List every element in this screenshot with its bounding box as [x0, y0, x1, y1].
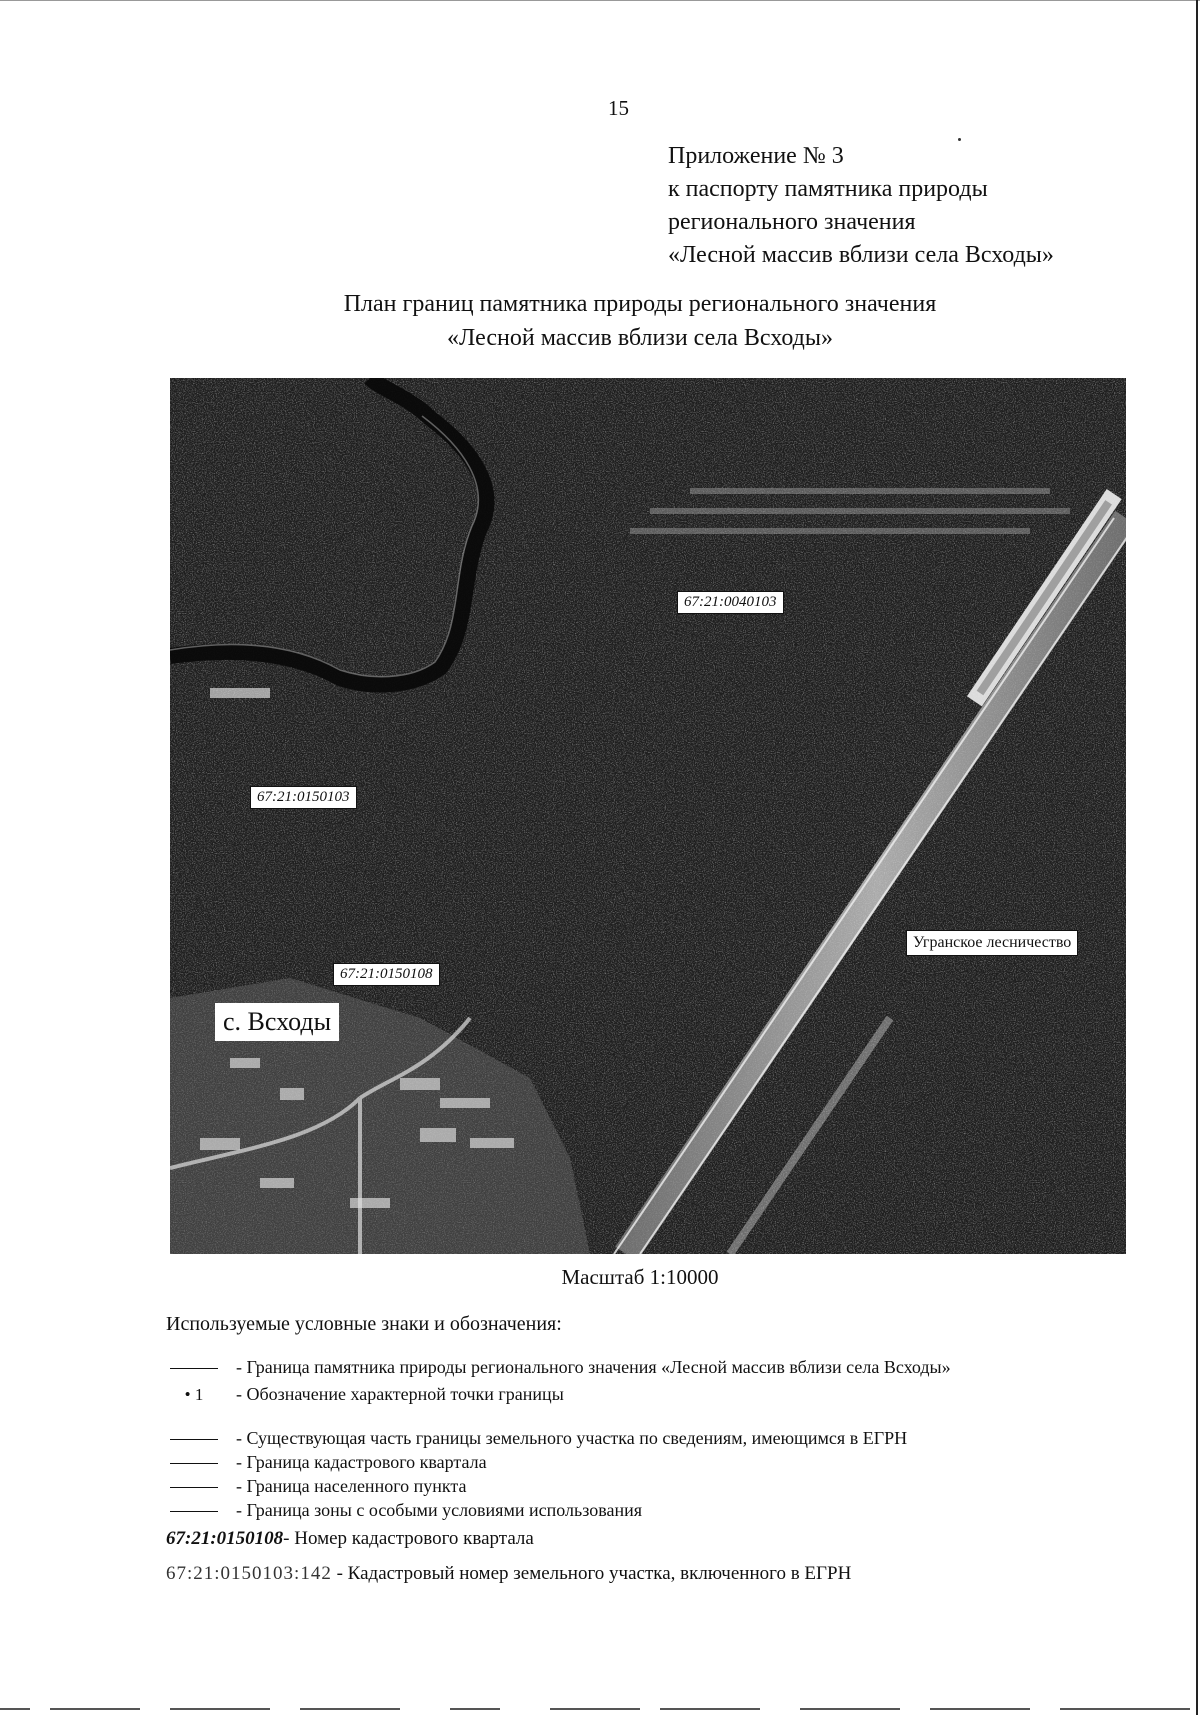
legend-parcel-example — [166, 1563, 851, 1585]
quarter-code-description: - Номер кадастрового квартала — [283, 1528, 534, 1549]
appendix-line-4: «Лесной массив вблизи села Всходы» — [668, 242, 1054, 268]
page-right-edge — [1196, 0, 1198, 1715]
appendix-line-1: Приложение № 3 — [668, 143, 844, 169]
legend-item — [170, 1476, 466, 1497]
parcel-boundary-line-symbol — [170, 1439, 218, 1440]
zone-boundary-line-symbol — [170, 1511, 218, 1512]
bottom-scan-marks — [0, 1708, 1200, 1711]
appendix-line-2: к паспорту памятника природы — [668, 176, 988, 202]
quarter-boundary-line-symbol — [170, 1463, 218, 1464]
parcel-code-sample: 67:21:0150103:142 — [166, 1563, 332, 1584]
boundary-point-symbol: • 1 — [184, 1385, 204, 1404]
legend-item — [170, 1384, 564, 1405]
stray-dot — [958, 138, 961, 141]
page-number: 15 — [608, 96, 629, 120]
plan-title — [0, 287, 1200, 355]
appendix-line-3: регионального значения — [668, 209, 916, 235]
legend-item-text: - Граница памятника природы регионального значения «Лесной массив вблизи села Всходы» — [236, 1357, 951, 1377]
legend-item — [170, 1500, 642, 1521]
legend-title: Используемые условные знаки и обозначения: — [166, 1313, 562, 1335]
quarter-code-sample: 67:21:0150108 — [166, 1528, 284, 1549]
legend-item-text: - Граница кадастрового квартала — [236, 1452, 487, 1472]
appendix-header — [668, 140, 1054, 272]
boundary-line-symbol — [170, 1368, 218, 1369]
satellite-map — [170, 378, 1126, 1254]
legend-item-text: - Граница населенного пункта — [236, 1476, 467, 1496]
legend-item-text: - Граница зоны с особыми условиями использования — [236, 1500, 642, 1520]
page-top-edge — [0, 0, 1200, 1]
plan-title-line-1: План границ памятника природы регионального значения — [343, 291, 937, 317]
quarter-label-north: 67:21:0040103 — [677, 591, 784, 614]
parcel-code-description: - Кадастровый номер земельного участка, включенного в ЕГРН — [331, 1563, 852, 1584]
legend-item-text: - Существующая часть границы земельного участка по сведениям, имеющимся в ЕГРН — [236, 1428, 908, 1448]
legend-item — [170, 1452, 487, 1473]
legend-item — [170, 1357, 951, 1378]
quarter-label-village: 67:21:0150108 — [333, 963, 440, 986]
plan-title-line-2: «Лесной массив вблизи села Всходы» — [447, 325, 833, 351]
quarter-label-west: 67:21:0150103 — [250, 786, 357, 809]
settlement-label: с. Всходы — [215, 1003, 339, 1041]
map-scale: Масштаб 1:10000 — [561, 1265, 719, 1289]
legend-item — [170, 1428, 907, 1449]
legend-quarter-example — [166, 1528, 534, 1550]
map-image — [170, 378, 1126, 1254]
settlement-boundary-line-symbol — [170, 1487, 218, 1488]
legend-item-text: - Обозначение характерной точки границы — [236, 1384, 564, 1404]
forestry-label: Угранское лесничество — [906, 930, 1078, 956]
